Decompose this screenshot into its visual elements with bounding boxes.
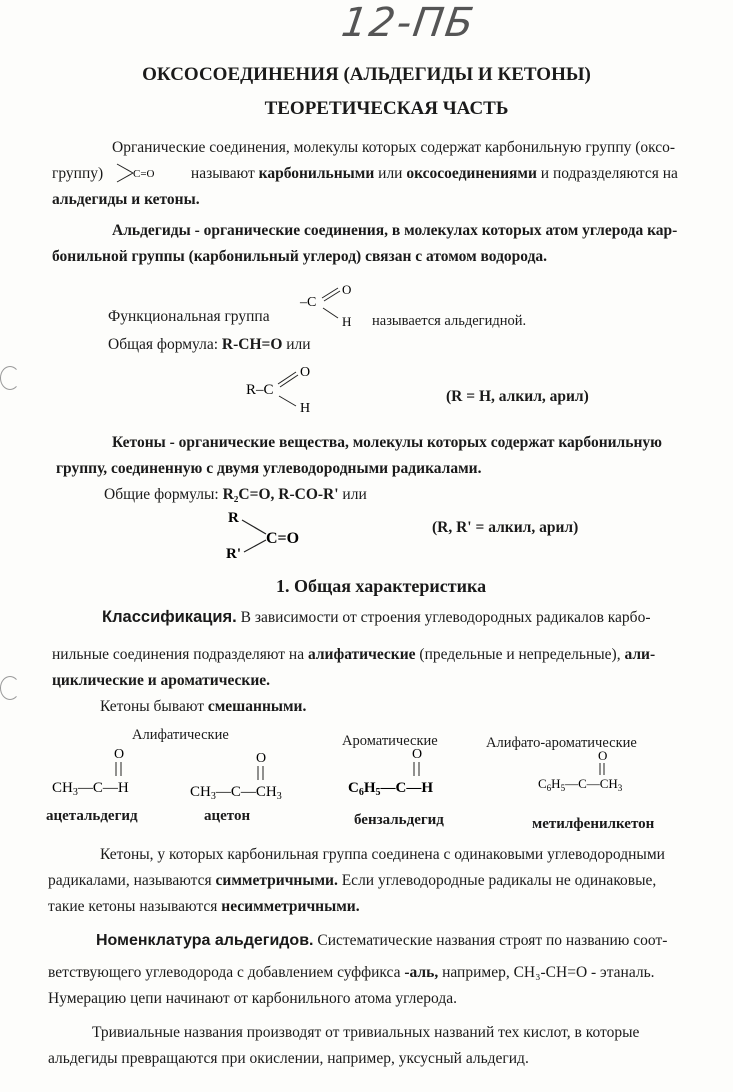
symmetry-line-2 (48, 868, 730, 894)
example-label-mixed: Алифато-ароматические (486, 735, 637, 751)
term-asymmetric: несимметричными. (221, 898, 360, 915)
classification-text: В зависимости от строения углеводородных радикалов карбо- (240, 609, 651, 626)
ketone-formula-line (104, 482, 367, 508)
nomenclature-text: ветствующего углеводорода с добавлением суффикса (48, 964, 401, 981)
nomenclature-line-5: альдегиды превращаются при окислении, например, уксусный альдегид. (48, 1050, 529, 1067)
functional-group-label: Функциональная группа (108, 308, 270, 325)
example-label-aromatic: Ароматические (342, 733, 438, 749)
handwritten-label: 12-ПБ (338, 0, 479, 46)
nomenclature-line-1 (48, 928, 730, 954)
ketone-formula-value: R₂C=O, R-CO-R' (222, 486, 339, 503)
classification-line-1 (52, 604, 730, 631)
compound-name: метилфенилкетон (532, 816, 655, 832)
aldehyde-def-line-1: Альдегиды - органические соединения, в молекулах которых атом углерода кар- (112, 222, 678, 239)
svg-text:C=O: C=O (266, 530, 300, 547)
compound-name: ацетальдегид (46, 808, 138, 824)
svg-text:CH3—C—H: $CH_3—C—H$ (52, 780, 129, 798)
symmetry-text: Если углеводородные радикалы не одинаковые, (341, 872, 657, 889)
acetaldehyde-structure (48, 744, 168, 796)
ketone-formula-or: или (342, 486, 367, 503)
general-formula-or: или (286, 336, 311, 353)
ketone-def-line-1: Кетоны - органические вещества, молекулы которых содержат карбонильную (112, 434, 662, 451)
svg-text:O: O (342, 282, 352, 297)
nomenclature-text: например, CH₃-CH=O - этаналь. (442, 964, 655, 981)
svg-text:O: O (256, 751, 267, 766)
compound-name: ацетон (204, 808, 251, 824)
classification-text: нильные соединения подразделяют на (52, 646, 305, 663)
classification-line-2 (52, 642, 730, 668)
ketone-general-structure (226, 506, 336, 564)
benzaldehyde-structure (346, 744, 476, 798)
svg-text:C6H5—C—CH3: $C_6H_5—C—CH_3$ (538, 776, 623, 793)
compound-name: бензальдегид (354, 812, 444, 828)
svg-text:C=O: C=O (133, 168, 155, 180)
ketone-def-line-2: группу, соединенную с двумя углеводородными радикалами. (56, 460, 482, 477)
symmetry-line-3 (48, 894, 360, 920)
nomenclature-line-4: Тривиальные названия производят от тривиальных названий тех кислот, в которые (92, 1024, 640, 1041)
symmetry-text: такие кетоны называются (48, 898, 218, 915)
svg-text:O: O (300, 365, 311, 380)
term-aliphatic: алифатические (307, 646, 416, 663)
classification-text: Кетоны бывают (100, 698, 204, 715)
classification-text: (предельные и непредельные), (419, 646, 621, 663)
page-title: ОКСОСОЕДИНЕНИЯ (АЛЬДЕГИДЫ И КЕТОНЫ) (142, 64, 591, 85)
aldehyde-group-structure (300, 282, 360, 332)
intro-text: называют (190, 165, 255, 182)
general-formula-note: (R = H, алкил, арил) (446, 388, 589, 405)
ketone-formula-label: Общие формулы: (104, 486, 219, 503)
nomenclature-heading: Номенклатура альдегидов. (96, 932, 314, 949)
nomenclature-line-2 (48, 960, 730, 986)
punch-hole-bottom (0, 676, 20, 700)
term-carbonyl: карбонильными (258, 165, 375, 182)
svg-text:H: H (342, 314, 352, 329)
nomenclature-line-3: Нумерацию цепи начинают от карбонильного атома углерода. (48, 990, 457, 1007)
symmetry-text: радикалами, называются (48, 872, 212, 889)
svg-text:R–C: R–C (246, 382, 274, 398)
svg-text:H: H (300, 401, 311, 416)
svg-text:C6H5—C—H: $C_6H_5—C—H$ (348, 780, 434, 798)
general-formula-value: R-CH=O (221, 336, 283, 353)
methylphenylketone-structure (536, 748, 666, 794)
svg-text:R': R' (226, 546, 241, 562)
svg-text:R: R (228, 510, 239, 526)
intro-text: или (378, 165, 403, 182)
carbonyl-group-structure (113, 162, 171, 184)
term-suffix: -аль, (404, 964, 439, 981)
general-formula-label: Общая формула: (108, 336, 219, 353)
classification-line-3: циклические и ароматические. (52, 672, 271, 689)
functional-group-suffix: называется альдегидной. (372, 313, 527, 329)
classification-text: али- (624, 646, 656, 663)
term-mixed: смешанными. (207, 698, 307, 715)
svg-text:CH3—C—CH3: $CH_3—C—CH_3$ (190, 784, 282, 802)
symmetry-line-1: Кетоны, у которых карбонильная группа соединена с одинаковыми углеводородными (100, 846, 665, 863)
nomenclature-text: Систематические названия строят по названию соот- (317, 932, 668, 949)
classification-line-4 (100, 694, 306, 720)
general-formula-line (108, 332, 311, 358)
punch-hole-top (0, 366, 20, 390)
intro-line-1: Органические соединения, молекулы которых содержат карбонильную группу (оксо- (112, 139, 676, 156)
classification-heading: Классификация. (102, 608, 237, 626)
term-oxo: оксосоединениями (406, 165, 537, 182)
svg-text:O: O (412, 747, 423, 762)
aldehyde-def-line-2: бонильной группы (карбонильный углерод) связан с атомом водорода. (52, 248, 548, 265)
svg-text:O: O (114, 747, 125, 762)
intro-text: группу) (52, 165, 104, 182)
intro-text: и подразделяются на (540, 165, 678, 182)
ketone-formula-note: (R, R' = алкил, арил) (432, 519, 579, 536)
svg-text:O: O (598, 748, 608, 763)
term-symmetric: симметричными. (215, 872, 338, 889)
intro-line-3: альдегиды и кетоны. (52, 191, 200, 208)
section-heading: 1. Общая характеристика (276, 576, 487, 596)
acetone-structure (186, 748, 326, 804)
example-label-aliphatic: Алифатические (132, 727, 229, 743)
svg-text:–C: –C (300, 295, 317, 310)
aldehyde-general-structure (246, 362, 326, 418)
intro-line-2 (52, 161, 730, 187)
page-subtitle: ТЕОРЕТИЧЕСКАЯ ЧАСТЬ (264, 98, 509, 119)
